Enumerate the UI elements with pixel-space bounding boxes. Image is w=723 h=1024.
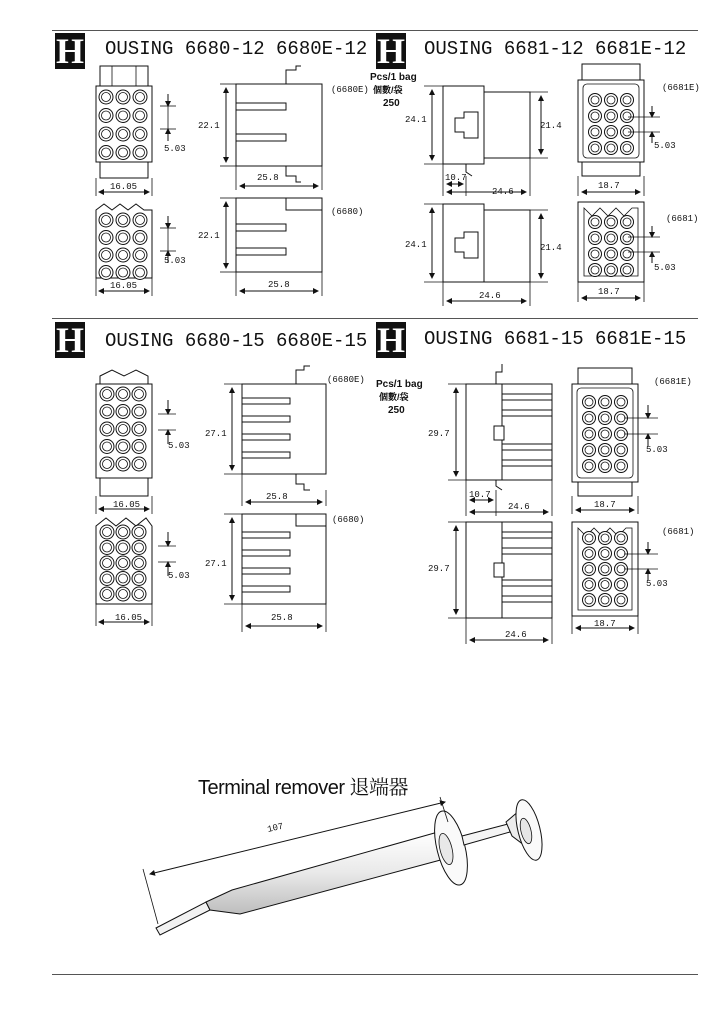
terminal-cavity <box>599 428 612 441</box>
terminal-cavity <box>583 460 596 473</box>
front-view-6681e-15 <box>572 368 658 514</box>
section-title-6680-15: OUSING 6680-15 6680E-15 <box>105 330 368 352</box>
section-title-6681-12: OUSING 6681-12 6681E-12 <box>424 38 687 60</box>
terminal-cavity <box>605 110 618 123</box>
depth-6681-12: 24.6 <box>479 291 501 301</box>
terminal-cavity <box>116 109 130 123</box>
height-left-6681e-12: 24.1 <box>405 115 427 125</box>
section-title-6680-12: OUSING 6680-12 6680E-12 <box>105 38 368 60</box>
tag-6681e-15: (6681E) <box>654 377 692 387</box>
pitch-6680-12: 5.03 <box>164 256 186 266</box>
terminal-cavity <box>116 541 130 555</box>
terminal-cavity <box>116 90 130 104</box>
terminal-cavity <box>583 396 596 409</box>
width-6680e-15: 16.05 <box>113 500 141 510</box>
terminal-cavity <box>583 444 596 457</box>
terminal-cavity <box>615 460 628 473</box>
depth-6680-15: 25.8 <box>271 613 293 623</box>
pitch-6680e-12: 5.03 <box>164 144 186 154</box>
terminal-cavity <box>583 594 596 607</box>
terminal-cavity <box>589 94 602 107</box>
depth-6681e-15: 24.6 <box>508 502 530 512</box>
section-letter-6681-12: H <box>376 31 405 71</box>
width-6681e-12: 18.7 <box>598 181 620 191</box>
terminal-cavity <box>116 525 130 539</box>
front-view-6681e-12 <box>578 64 660 196</box>
terminal-cavity <box>599 444 612 457</box>
terminal-cavity <box>589 264 602 277</box>
terminal-cavity <box>589 142 602 155</box>
terminal-cavity <box>116 587 130 601</box>
terminal-cavity <box>599 563 612 576</box>
terminal-cavity <box>599 594 612 607</box>
width-6681-15: 18.7 <box>594 619 616 629</box>
section-letter-6681-15: H <box>376 320 405 360</box>
terminal-cavity <box>99 90 113 104</box>
pitch-6681e-15: 5.03 <box>646 445 668 455</box>
terminal-cavity <box>99 109 113 123</box>
terminal-cavity <box>615 594 628 607</box>
front-view-6681-15 <box>572 522 658 634</box>
height-6680e-15: 27.1 <box>205 429 227 439</box>
tag-6681-12: (6681) <box>666 214 699 224</box>
width-6681e-15: 18.7 <box>594 500 616 510</box>
terminal-cavity <box>589 216 602 229</box>
section-letter-6680-12: H <box>55 31 84 71</box>
height-left-6681-12: 24.1 <box>405 240 427 250</box>
terminal-cavity <box>100 587 114 601</box>
remover-title: Terminal remover 退端器 <box>198 777 409 799</box>
terminal-cavity <box>621 142 634 155</box>
offset-6681e-15: 10.7 <box>469 490 491 500</box>
tag-6680-15: (6680) <box>332 515 365 525</box>
pcs-count-6681-12: 250 <box>383 98 400 109</box>
terminal-cavity <box>599 578 612 591</box>
height-6680e-12: 22.1 <box>198 121 220 131</box>
side-view-6681e-15 <box>448 364 552 516</box>
terminal-cavity <box>605 126 618 139</box>
pcs-label-cn-6681-12: 個數/袋 <box>373 85 403 95</box>
terminal-cavity <box>621 232 634 245</box>
terminal-cavity <box>599 460 612 473</box>
terminal-cavity <box>605 94 618 107</box>
terminal-cavity <box>615 396 628 409</box>
terminal-cavity <box>621 110 634 123</box>
pitch-6681e-12: 5.03 <box>654 141 676 151</box>
section-title-6681-15: OUSING 6681-15 6681E-15 <box>424 328 687 350</box>
terminal-cavity <box>599 532 612 545</box>
side-view-6681e-12 <box>424 86 548 196</box>
terminal-cavity <box>621 264 634 277</box>
depth-6681-15: 24.6 <box>505 630 527 640</box>
terminal-cavity <box>100 525 114 539</box>
terminal-cavity <box>583 547 596 560</box>
pitch-6681-15: 5.03 <box>646 579 668 589</box>
front-view-6680e-15 <box>96 370 176 514</box>
terminal-cavity <box>583 578 596 591</box>
terminal-cavity <box>605 264 618 277</box>
width-6680-12: 16.05 <box>110 281 138 291</box>
terminal-cavity <box>589 248 602 261</box>
tag-6681e-12: (6681E) <box>662 83 700 93</box>
pcs-label-cn-6681-15: 個數/袋 <box>379 392 409 402</box>
pcs-label-6681-15: Pcs/1 bag <box>376 379 423 390</box>
depth-6680e-12: 25.8 <box>257 173 279 183</box>
terminal-cavity <box>605 216 618 229</box>
depth-6680e-15: 25.8 <box>266 492 288 502</box>
height-6681-15: 29.7 <box>428 564 450 574</box>
side-view-6680e-12 <box>220 66 322 190</box>
terminal-cavity <box>116 556 130 570</box>
terminal-cavity <box>583 428 596 441</box>
terminal-cavity <box>583 412 596 425</box>
terminal-cavity <box>615 547 628 560</box>
pcs-count-6681-15: 250 <box>388 405 405 416</box>
side-view-6680e-15 <box>224 366 326 506</box>
tag-6680-12: (6680) <box>331 207 364 217</box>
offset-6681e-12: 10.7 <box>445 173 467 183</box>
front-view-6680-15 <box>96 518 176 626</box>
tag-6681-15: (6681) <box>662 527 695 537</box>
pitch-6680-15: 5.03 <box>168 571 190 581</box>
terminal-cavity <box>615 444 628 457</box>
terminal-cavity <box>100 556 114 570</box>
terminal-cavity <box>116 572 130 586</box>
terminal-cavity <box>599 412 612 425</box>
terminal-cavity <box>589 232 602 245</box>
depth-6680-12: 25.8 <box>268 280 290 290</box>
height-6680-12: 22.1 <box>198 231 220 241</box>
terminal-remover-illustration <box>143 797 547 935</box>
pcs-label-6681-12: Pcs/1 bag <box>370 72 417 83</box>
depth-6681e-12: 24.6 <box>492 187 514 197</box>
terminal-cavity <box>615 532 628 545</box>
terminal-cavity <box>621 94 634 107</box>
remover-length: 107 <box>266 821 285 835</box>
height-6681e-15: 29.7 <box>428 429 450 439</box>
terminal-cavity <box>583 563 596 576</box>
height-right-6681e-12: 21.4 <box>540 121 562 131</box>
pitch-6681-12: 5.03 <box>654 263 676 273</box>
tag-6680e-12: (6680E) <box>331 85 369 95</box>
section-letter-6680-15: H <box>55 320 84 360</box>
terminal-cavity <box>599 396 612 409</box>
terminal-cavity <box>589 126 602 139</box>
width-6680e-12: 16.05 <box>110 182 138 192</box>
height-right-6681-12: 21.4 <box>540 243 562 253</box>
terminal-cavity <box>621 248 634 261</box>
terminal-cavity <box>100 572 114 586</box>
terminal-cavity <box>599 547 612 560</box>
terminal-cavity <box>615 578 628 591</box>
width-6680-15: 16.05 <box>115 613 143 623</box>
terminal-cavity <box>583 532 596 545</box>
height-6680-15: 27.1 <box>205 559 227 569</box>
terminal-cavity <box>605 142 618 155</box>
tag-6680e-15: (6680E) <box>327 375 365 385</box>
terminal-cavity <box>589 110 602 123</box>
terminal-cavity <box>605 248 618 261</box>
terminal-cavity <box>100 541 114 555</box>
terminal-cavity <box>605 232 618 245</box>
side-view-6681-15 <box>448 522 552 644</box>
front-view-6680e-12 <box>96 66 176 196</box>
pitch-6680e-15: 5.03 <box>168 441 190 451</box>
terminal-cavity <box>621 216 634 229</box>
width-6681-12: 18.7 <box>598 287 620 297</box>
